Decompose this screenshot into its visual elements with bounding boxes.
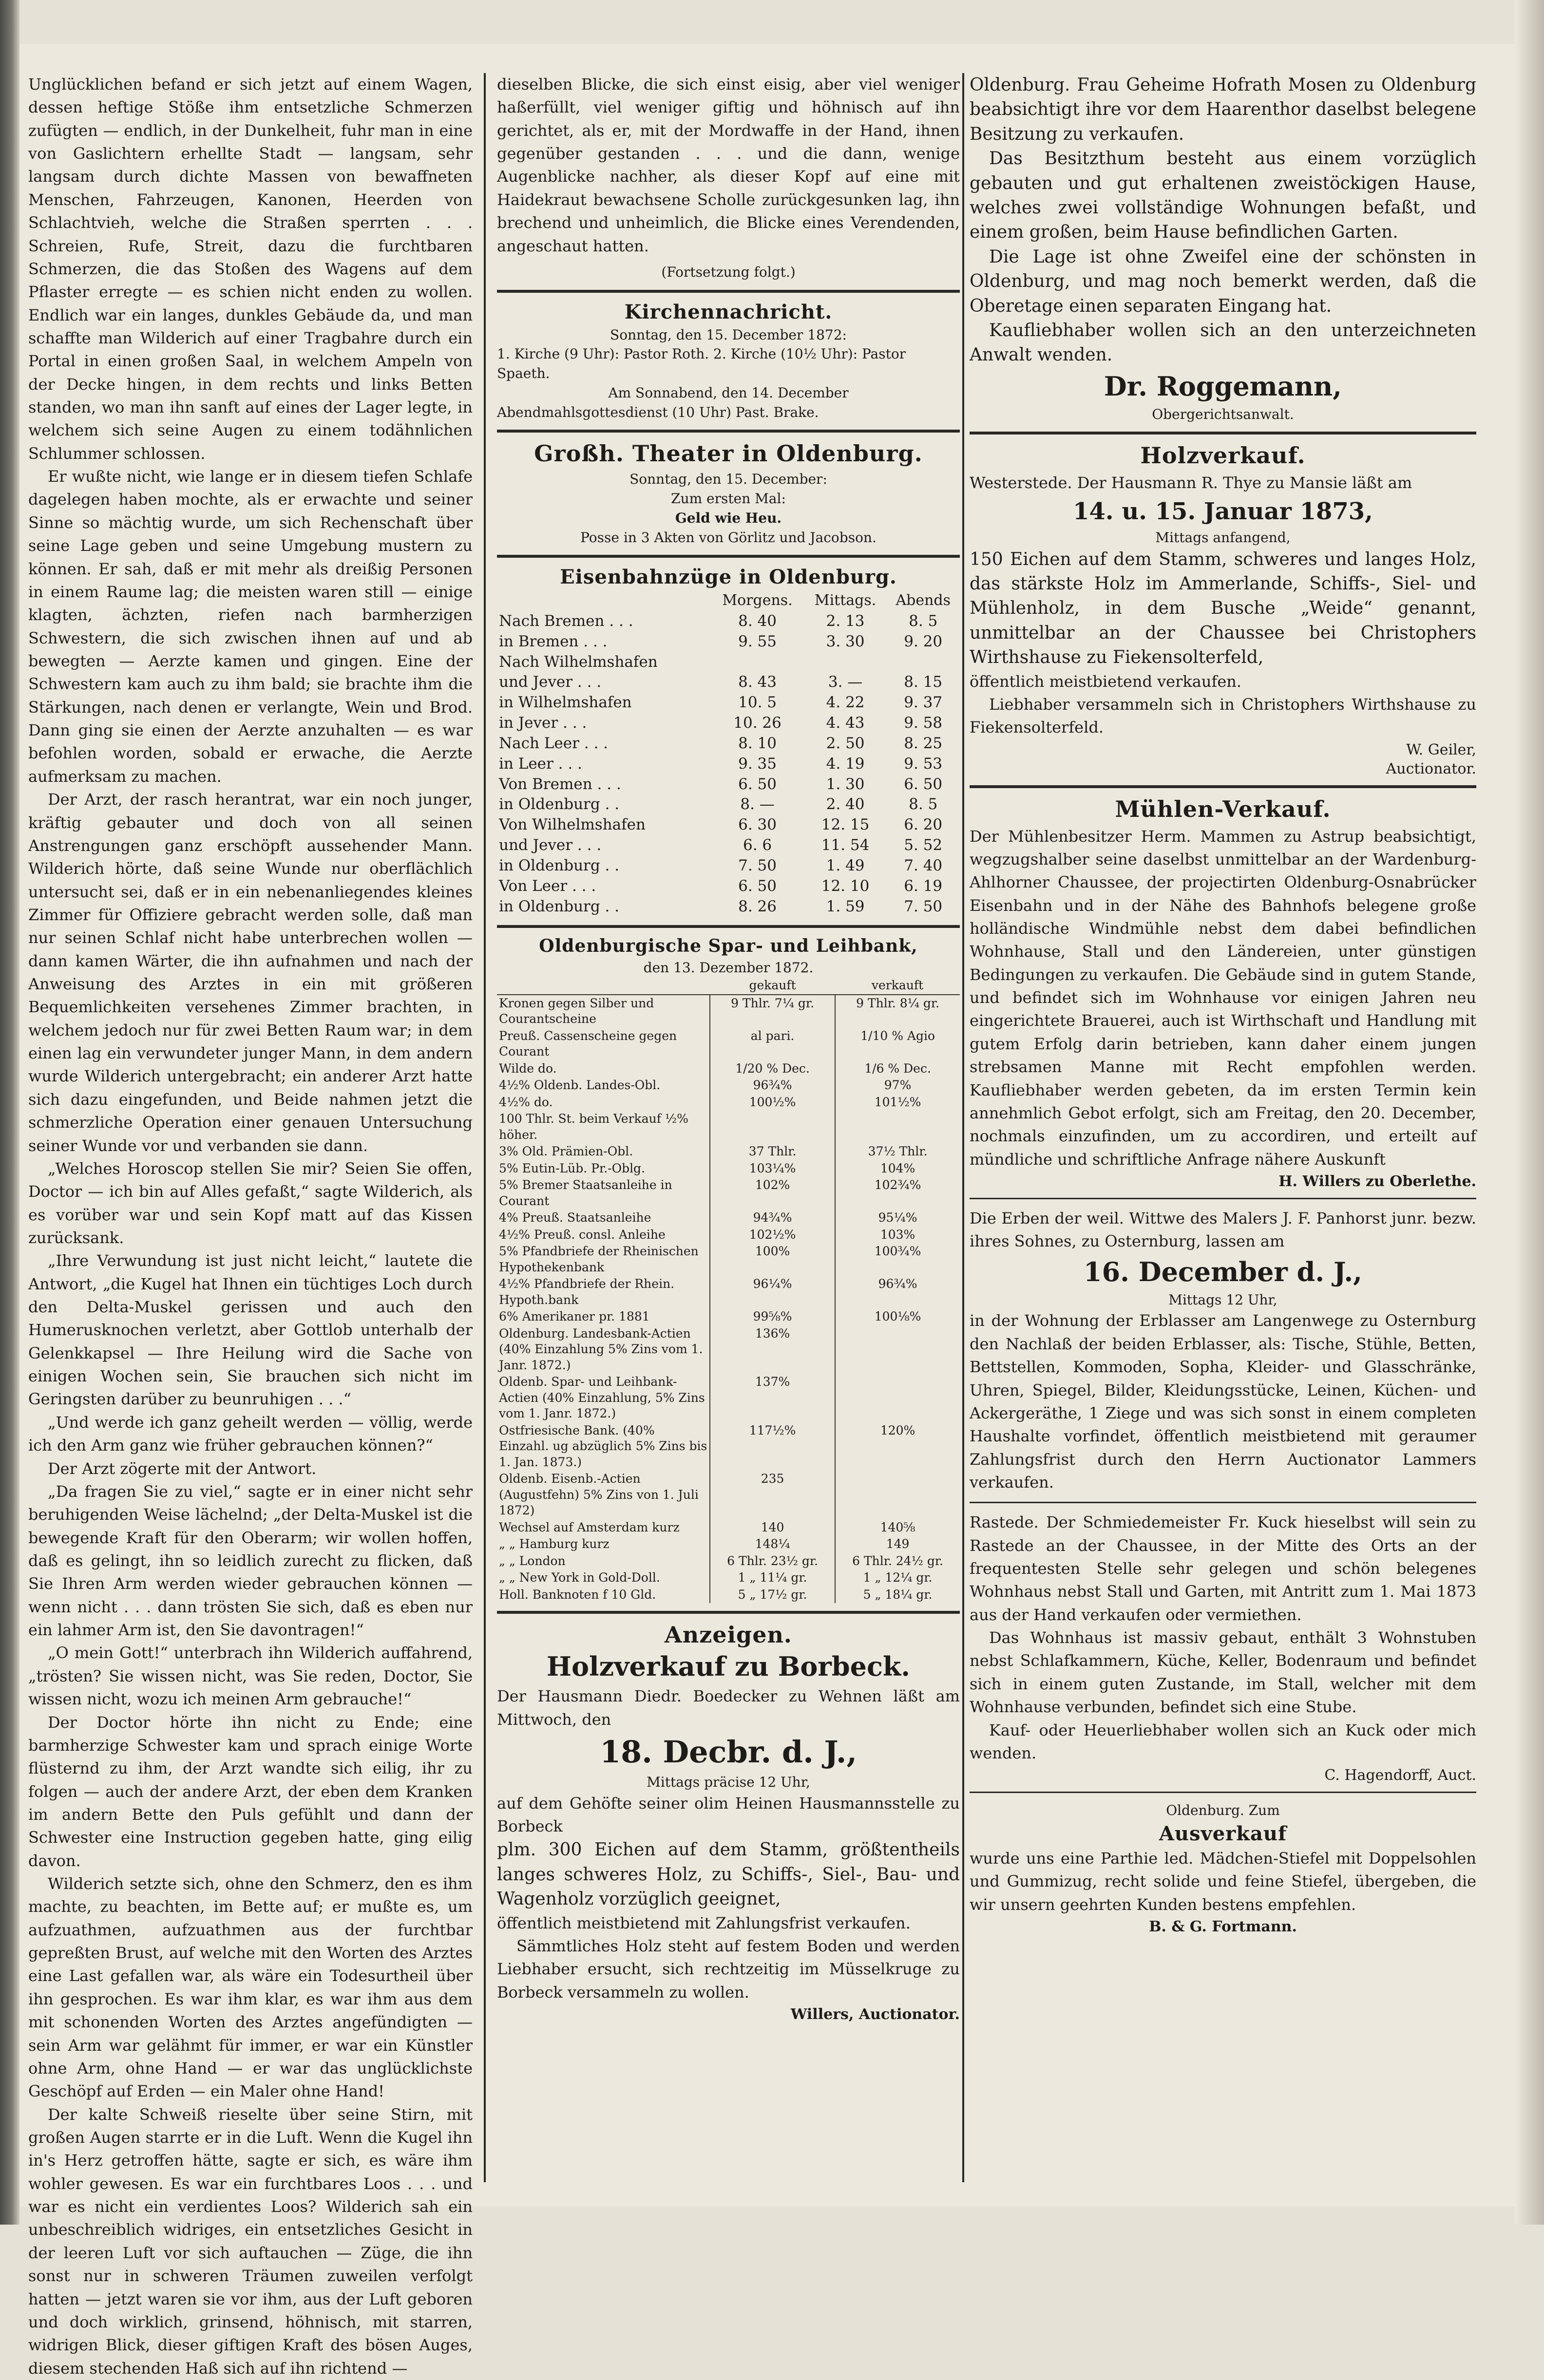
table-cell: 140 <box>710 1519 835 1536</box>
table-cell: 7. 50 <box>904 897 943 915</box>
theater-first: Zum ersten Mal: <box>671 491 786 507</box>
theater-desc: Posse in 3 Akten von Görlitz und Jacobson. <box>580 529 877 546</box>
property-lawyer-role: Obergerichtsanwalt. <box>1152 406 1294 422</box>
table-cell: Von Leer . . . <box>499 877 596 895</box>
table-cell: 2. 50 <box>826 734 865 752</box>
table-cell: 101½% <box>874 1095 921 1109</box>
table-cell: Nach Bremen . . . <box>499 612 633 630</box>
table-cell <box>710 1111 835 1143</box>
column-rule-1 <box>484 73 486 2182</box>
story-end: dieselben Blicke, die sich einst eisig, aber viel weniger haßerfüllt, viel weniger giftig und höhnisch auf ihn gerichtet, als er, mit der Mordwaffe in der Hand, ihnen gegenüber gestanden . . . und die dann, wenige Augenblicke nachher, als dieser Kopf auf eine mit Haidekraut bewachsene Scholle zurückgesunken lag, ihn brechend und unheimlich, die Blicke eines Verendenden, angeschaut hatten. <box>497 75 960 255</box>
story-paragraph: „Welches Horoscop stellen Sie mir? Seien Sie offen, Doctor — ich bin auf Alles gefaßt,“ sagte Wilderich, als es vorüber war und sein Kopf matt auf das Kissen zurücksank. <box>28 1159 473 1247</box>
table-cell: 4½% do. <box>497 1094 710 1111</box>
table-header: Mittags. <box>814 592 877 609</box>
table-cell: 9 Thlr. 8¼ gr. <box>856 996 940 1010</box>
table-cell: 100 Thlr. St. beim Verkauf ½% höher. <box>497 1111 710 1143</box>
table-cell <box>835 1325 960 1374</box>
table-row <box>497 995 960 1028</box>
table-cell: in Oldenburg . . <box>499 795 620 813</box>
story-paragraph: Der Doctor hörte ihn nicht zu Ende; eine barmherzige Schwester kam und sprach einige Worte flüsternd zu ihm, der Arzt wandte sich eilig, ihr zu folgen — auch der andere Arzt, der eben dem Kranken im andern Bette den Puls gefühlt und dann der Schwester eine Instruction gegeben hatte, ging eilig davon. <box>28 1713 473 1870</box>
table-cell: 96¾% <box>710 1077 835 1094</box>
table-row <box>497 1519 960 1536</box>
church-line: Am Sonnabend, den 14. December <box>608 384 849 401</box>
holz-ad-sign: Willers, Auctionator. <box>790 2006 960 2023</box>
table-cell <box>835 1471 960 1519</box>
scan-edge-left <box>0 0 19 2225</box>
table-row <box>497 734 960 754</box>
bank-title: Oldenburgische Spar- und Leihbank, <box>539 935 918 956</box>
table-cell: 94¾% <box>710 1209 835 1227</box>
church-notice <box>497 301 960 422</box>
ausverkauf-ad <box>970 1801 1476 1935</box>
table-cell: in Bremen . . . <box>499 632 608 650</box>
column-ads <box>970 73 1476 2202</box>
story-paragraph: Wilderich setzte sich, ohne den Schmerz, den es ihm machte, zu beachten, im Bette auf; er mußte es, um aufzuathmen, aufzuathmen aus der furchtbar gepreßten Brust, auf welche mit den Worten des Arztes eine Last gefallen war, als wäre ein Todesurtheil über ihn gesprochen. Es war ihm klar, es war ihm aus dem mit schonenden Worten des Arztes angefündigten — sein Arm war gelähmt für immer, er war ein Künstler ohne Arm, ohne Hand — er war das unglücklichste Geschöpf auf Erden — ein Maler ohne Hand! <box>28 1874 473 2101</box>
divider <box>497 290 960 293</box>
divider <box>497 925 960 928</box>
muehle-title: Mühlen-Verkauf. <box>1115 795 1331 822</box>
holz-ad-westerstede <box>970 442 1476 777</box>
table-cell: 8. 26 <box>738 897 777 915</box>
table-row <box>497 1111 960 1143</box>
table-cell: 8. 5 <box>909 612 938 630</box>
table-cell: 100⅛% <box>874 1309 921 1324</box>
column-story <box>28 73 473 2378</box>
table-header: verkauft <box>835 977 960 995</box>
holz-ad-borbeck <box>497 1622 960 2023</box>
table-row <box>497 713 960 734</box>
table-cell: 9 Thlr. 7¼ gr. <box>710 995 835 1028</box>
property-paragraph: Die Lage ist ohne Zweifel eine der schönsten in Oldenburg, und mag noch bemerkt werden, daß die Oberetage einen separaten Eingang hat. <box>970 246 1476 316</box>
bank-date: den 13. Dezember 1872. <box>643 959 814 976</box>
table-cell <box>835 1111 960 1143</box>
table-cell <box>710 652 804 673</box>
table-cell: 4. 22 <box>826 694 865 712</box>
table-cell: Von Wilhelmshafen <box>499 816 646 834</box>
table-header <box>497 590 710 611</box>
table-row <box>497 876 960 897</box>
table-cell: 7. 50 <box>738 857 777 874</box>
ausverkauf-sign: B. & G. Fortmann. <box>1149 1918 1297 1936</box>
holz-ad-line: Sämmtliches Holz steht auf festem Boden und werden Liebhaber ersucht, sich rechtzeitig im Müsselkruge zu Borbeck versammeln zu wollen. <box>497 1937 960 2002</box>
table-cell: Kronen gegen Silber und Courantscheine <box>497 995 710 1028</box>
church-line: 1. Kirche (9 Uhr): Pastor Roth. 2. Kirche (10½ Uhr): Pastor Spaeth. <box>497 346 906 382</box>
table-cell: 7. 40 <box>904 857 943 874</box>
table-cell <box>886 652 960 673</box>
holz2-sign: W. Geiler, <box>1406 741 1476 758</box>
holz2-line: öffentlich meistbietend verkaufen. <box>970 672 1242 691</box>
table-header-row <box>497 590 960 611</box>
table-cell: 8. 5 <box>909 795 938 813</box>
table-cell: und Jever . . . <box>499 836 602 854</box>
story-paragraph: Der Arzt zögerte mit der Antwort. <box>48 1459 317 1478</box>
table-cell: 97% <box>884 1078 912 1093</box>
table-cell: 4. 43 <box>826 714 865 732</box>
table-cell: Wilde do. <box>497 1060 710 1077</box>
table-cell: 102% <box>710 1177 835 1209</box>
muehle-sign: H. Willers zu Oberlethe. <box>1278 1172 1476 1190</box>
table-cell: 12. 15 <box>821 816 870 834</box>
table-cell: 10. 5 <box>738 694 777 712</box>
theater-date: Sonntag, den 15. December: <box>629 471 827 488</box>
table-cell: 4½% Preuß. consl. Anleihe <box>497 1227 710 1244</box>
table-cell: 4% Preuß. Staatsanleihe <box>497 1209 710 1227</box>
table-cell: 5% Pfandbriefe der Rheinischen Hypothekenbank <box>497 1243 710 1276</box>
table-cell: 103¼% <box>710 1160 835 1177</box>
table-cell: 8. 15 <box>904 673 943 691</box>
table-row <box>497 856 960 876</box>
table-cell: 6. 6 <box>743 836 772 854</box>
table-cell: Oldenb. Eisenb.-Actien (Augustfehn) 5% Zins von 1. Juli 1872) <box>497 1471 710 1519</box>
table-cell: Nach Leer . . . <box>499 734 609 752</box>
ausverkauf-line: Oldenburg. Zum <box>1166 1802 1280 1819</box>
table-cell: 8. — <box>740 795 775 813</box>
table-row <box>497 652 960 673</box>
table-cell: 136% <box>710 1325 835 1374</box>
table-cell: 140⅝ <box>880 1520 915 1534</box>
holz-ad-time: Mittags präcise 12 Uhr, <box>647 1774 810 1790</box>
table-row <box>497 1325 960 1374</box>
theater-notice <box>497 440 960 547</box>
table-cell: 4. 19 <box>826 755 865 773</box>
divider <box>497 1611 960 1614</box>
table-row <box>497 1243 960 1276</box>
continued-note: (Fortsetzung folgt.) <box>661 264 796 280</box>
table-cell: 2. 13 <box>826 612 865 630</box>
ausverkauf-title: Ausverkauf <box>1159 1822 1287 1846</box>
holz2-title: Holzverkauf. <box>1140 442 1306 469</box>
table-cell: 1/6 % Dec. <box>864 1061 931 1076</box>
table-row <box>497 754 960 774</box>
table-header <box>497 977 710 995</box>
table-cell: 6. 19 <box>904 877 943 895</box>
ausverkauf-text: wurde uns eine Parthie led. Mädchen-Stiefel mit Doppelsohlen und Gummizug, recht solide und feine Stiefel, übergeben, die wir unsern geehrten Kunden bestens empfehlen. <box>970 1849 1476 1914</box>
table-row <box>497 1276 960 1308</box>
table-row <box>497 897 960 917</box>
table-cell: 5 „ 18¼ gr. <box>863 1587 933 1602</box>
table-cell: 1 „ 12¼ gr. <box>863 1570 933 1585</box>
table-cell: 8. 43 <box>738 673 777 691</box>
table-cell: 5% Bremer Staatsanleihe in Courant <box>497 1177 710 1209</box>
church-line: Abendmahlsgottesdienst (10 Uhr) Past. Brake. <box>497 404 819 420</box>
table-row <box>497 1374 960 1422</box>
table-cell: Von Bremen . . . <box>499 775 621 793</box>
table-cell: 1. 30 <box>826 775 865 793</box>
table-cell: 4½% Pfandbriefe der Rhein. Hypoth.bank <box>497 1276 710 1308</box>
holz2-time: Mittags anfangend, <box>1155 529 1291 546</box>
rastede-paragraph: Rastede. Der Schmiedemeister Fr. Kuck hieselbst will sein zu Rastede an der Chaussee, in der Mitte des Orts an der frequentesten Stelle sehr gelegen und schön belegenes Wohnhaus nebst Stall und Garten, mit Antritt zum 1. Mai 1873 aus der Hand verkaufen oder vermiethen. <box>970 1513 1476 1624</box>
table-cell: 4½% Oldenb. Landes-Obl. <box>497 1077 710 1094</box>
table-cell: 6 Thlr. 24½ gr. <box>852 1553 943 1568</box>
table-cell: in Leer . . . <box>499 755 582 773</box>
holz-ad-line: auf dem Gehöfte seiner olim Heinen Hausmannsstelle zu Borbeck <box>497 1794 960 1836</box>
holz-ad-line: Der Hausmann Diedr. Boedecker zu Wehnen läßt am Mittwoch, den <box>497 1687 960 1729</box>
table-cell: in Oldenburg . . <box>499 897 620 915</box>
train-title: Eisenbahnzüge in Oldenburg. <box>560 566 897 589</box>
table-row <box>497 1308 960 1325</box>
table-cell: 1 „ 11¼ gr. <box>710 1569 835 1587</box>
table-cell: 3. — <box>828 673 863 691</box>
nachlass-ad <box>970 1207 1476 1494</box>
column-notices <box>497 73 960 2202</box>
table-cell: 9. 37 <box>904 694 943 712</box>
story-paragraph: Der kalte Schweiß rieselte über seine Stirn, mit großen Augen starrte er in die Luft. Wenn die Kugel ihn in's Herz getroffen hätte, sagte er sich, es wäre ihm wohler gewesen. Es war ein furchtbares Loos . . . und war es nicht ein verdientes Loos? Wilderich sah ein unbeschreiblich widriges, ein entsetzliches Gesicht in der leeren Luft vor sich auftauchen — Züge, die ihn sonst nur in schweren Träumen zuweilen verfolgt hatten — jetzt waren sie vor ihm, aus der Luft geboren und doch wirklich, grinsend, höhnisch, mit starren, widrigen Blick, dieser giftigen Kraft des bösen Auges, diesem stechenden Haß sich auf ihn richtend — <box>28 2105 473 2378</box>
table-row <box>497 1471 960 1519</box>
table-row <box>497 815 960 835</box>
table-cell: 103% <box>880 1227 915 1242</box>
story-paragraph: „O mein Gott!“ unterbrach ihn Wilderich auffahrend, „trösten? Sie wissen nicht, was Sie reden, Doctor, Sie wissen nicht, wozu ich meinen Arm gebrauche!“ <box>28 1643 473 1709</box>
church-title: Kirchennachricht. <box>624 300 833 323</box>
table-cell: 10. 26 <box>733 714 782 732</box>
table-row <box>497 835 960 856</box>
table-cell: 12. 10 <box>821 877 870 895</box>
column-rule-2 <box>962 73 964 2182</box>
table-cell: in Wilhelmshafen <box>499 694 632 712</box>
table-cell: 6 Thlr. 23½ gr. <box>710 1553 835 1570</box>
holz-ad-line: öffentlich meistbietend mit Zahlungsfrist verkaufen. <box>497 1913 911 1932</box>
rastede-ad <box>970 1511 1476 1784</box>
table-cell: 8. 10 <box>738 734 777 752</box>
table-cell: Preuß. Cassenscheine gegen Courant <box>497 1028 710 1060</box>
divider <box>970 1792 1476 1793</box>
table-cell: Holl. Banknoten f 10 Gld. <box>497 1587 710 1604</box>
divider <box>970 1502 1476 1503</box>
table-header-row <box>497 977 960 995</box>
table-cell: 5% Eutin-Lüb. Pr.-Oblg. <box>497 1160 710 1177</box>
divider <box>497 555 960 558</box>
table-cell: Oldenb. Spar- und Leihbank-Actien (40% Einzahlung, 5% Zins vom 1. Janr. 1872.) <box>497 1374 710 1422</box>
holz-ad-date: 18. Decbr. d. J., <box>599 1734 858 1770</box>
property-lawyer-name: Dr. Roggemann, <box>1104 370 1342 402</box>
table-row <box>497 1028 960 1060</box>
holz2-date: 14. u. 15. Januar 1873, <box>1073 497 1373 525</box>
table-cell: 117½% <box>710 1422 835 1471</box>
table-cell: 6. 50 <box>738 877 777 895</box>
oldenburg-property-ad <box>970 73 1476 424</box>
table-cell: 3. 30 <box>826 632 865 650</box>
table-cell: Ostfriesische Bank. (40% Einzahl. ug abzüglich 5% Zins bis 1. Jan. 1873.) <box>497 1422 710 1471</box>
table-cell: 104% <box>880 1161 915 1175</box>
property-paragraph: Das Besitzthum besteht aus einem vorzüglich gebauten und gut erhaltenen zweistöckigen Hause, welches zwei vollständige Wohnungen befaßt, und einem großen, beim Hause befindlichen Garten. <box>970 149 1476 243</box>
table-cell: 102½% <box>710 1227 835 1244</box>
table-cell: 2. 40 <box>826 795 865 813</box>
table-cell: 96¾% <box>878 1277 917 1291</box>
table-cell: 6% Amerikaner pr. 1881 <box>497 1308 710 1325</box>
rastede-paragraph: Das Wohnhaus ist massiv gebaut, enthält 3 Wohnstuben nebst Schlafkammern, Küche, Keller, Bodenraum und befindet sich in einem guten Zustande, im Stall, welcher mit dem Wohnhause verbunden, befindet sich eine Stube. <box>970 1628 1476 1717</box>
table-cell: 37½ Thlr. <box>868 1144 928 1159</box>
table-cell: 96¼% <box>710 1276 835 1308</box>
table-cell: 9. 58 <box>904 714 943 732</box>
rastede-paragraph: Kauf- oder Heuerliebhaber wollen sich an Kuck oder mich wenden. <box>970 1720 1476 1762</box>
divider <box>497 430 960 433</box>
table-cell: Oldenburg. Landesbank-Actien (40% Einzahlung 5% Zins vom 1. Janr. 1872.) <box>497 1325 710 1374</box>
muehlen-ad <box>970 796 1476 1190</box>
holz2-line: Westerstede. Der Hausmann R. Thye zu Mansie läßt am <box>970 473 1412 492</box>
train-timetable <box>497 566 960 917</box>
table-cell: 137% <box>710 1374 835 1422</box>
table-row <box>497 1422 960 1471</box>
story-paragraph: „Ihre Verwundung ist just nicht leicht,“ lautete die Antwort, „die Kugel hat Ihnen ein tüchtiges Loch durch den Delta-Muskel gerissen und auch den Humerusknochen verletzt, aber Gottlob unterhalb der Gelenkkapsel — Ihre Heilung wird die Sache von einigen Wochen sein, Sie brauchen sich nicht im Geringsten darüber zu beunruhigen . . .“ <box>28 1251 473 1409</box>
table-cell: 8. 40 <box>738 612 777 630</box>
table-row <box>497 632 960 652</box>
divider <box>970 1198 1476 1199</box>
theater-title: Großh. Theater in Oldenburg. <box>534 440 923 467</box>
table-cell: 5. 52 <box>904 836 943 854</box>
nachlass-date: 16. December d. J., <box>1084 1256 1362 1287</box>
table-row <box>497 1077 960 1094</box>
story-paragraph: Er wußte nicht, wie lange er in diesem tiefen Schlafe dagelegen haben mochte, als er erwachte und seiner Sinne so mächtig wurde, um sich Rechenschaft über seine Lage geben und seine Umgebung mustern zu können. Er sah, daß er mit mehr als dreißig Personen in einem Raume lag; die meisten waren still — einige klagten, ächzten, riefen nach barmherzigen Schwestern, die sich zwischen ihnen auf und ab bewegten — Aerzte kamen und gingen. Eine der Schwestern kam auch zu ihm bald; sie brachte ihm die Stärkungen, nach denen er verlangte, Wein und Brod. Dann ging sie einen der Aerzte anzuhalten — es war befohlen worden, sobald er erwache, die Aerzte aufmerksam zu machen. <box>28 467 473 786</box>
table-cell: 9. 55 <box>738 632 777 650</box>
table-row <box>497 1227 960 1244</box>
table-cell: al pari. <box>710 1028 835 1060</box>
story-paragraph: Der Arzt, der rasch herantrat, war ein noch junger, kräftig gebauter und doch von all seinen Anstrengungen ganz erschöpft aussehender Mann. Wilderich hörte, daß seine Wunde nur oberflächlich untersucht sei, daß er in ein nebenanliegendes kleines Zimmer für Offiziere gebracht werden solle, daß man nur seinen Schlaf nicht habe unterbrechen wollen — dann kamen Wärter, die ihn aufnahmen und nach der Anweisung des Arztes in ein mit größeren Bequemlichkeiten versehenes Zimmer brachten, in welchem jedoch nur für zwei Betten Raum war; in dem einen lag ein verwundeter junger Mann, in dem andern wurde Wilderich untergebracht; ein anderer Arzt hatte sich dazu eingefunden, und Beide nahmen jetzt die schmerzliche Operation einer genauen Untersuchung seiner Wunde vor und verbanden sie dann. <box>28 790 473 1155</box>
holz2-line: Liebhaber versammeln sich in Christophers Wirthshause zu Fiekensolterfeld. <box>970 695 1476 737</box>
nachlass-intro: Die Erben der weil. Wittwe des Malers J. F. Panhorst junr. bezw. ihres Sohnes, zu Osternburg, lassen am <box>970 1209 1476 1251</box>
table-header: Morgens. <box>722 592 793 609</box>
table-row <box>497 1060 960 1077</box>
divider <box>970 432 1476 434</box>
table-row <box>497 1209 960 1227</box>
table-row <box>497 1553 960 1570</box>
property-paragraph: Kaufliebhaber wollen sich an den unterzeichneten Anwalt wenden. <box>970 320 1476 365</box>
table-row <box>497 1569 960 1587</box>
table-cell: 9. 35 <box>738 755 777 773</box>
holz-ad-title: Holzverkauf zu Borbeck. <box>546 1651 911 1682</box>
table-row <box>497 1143 960 1160</box>
table-header: gekauft <box>710 977 835 995</box>
nachlass-text: in der Wohnung der Erblasser am Langenwege zu Osternburg den Nachlaß der beiden Erblasser, als: Tische, Stühle, Betten, Bettstellen, Kommoden, Sopha, Kleider- und Glasschränke, Uhren, Spiegel, Bilder, Kleidungsstücke, Leinen, Küchen- und Ackergeräthe, 1 Ziege und was sich sonst in einem completen Haushalte vorfindet, öffentlich meistbietend mit geraumer Zahlungsfrist durch den Herrn Auctionator Lammers verkaufen. <box>970 1311 1476 1492</box>
table-cell: 102¾% <box>874 1178 921 1192</box>
table-cell: Wechsel auf Amsterdam kurz <box>497 1519 710 1536</box>
table-row <box>497 611 960 632</box>
table-cell: 1. 59 <box>826 897 865 915</box>
holz2-sign: Auctionator. <box>1386 760 1476 777</box>
theater-play: Geld wie Heu. <box>675 510 782 526</box>
story-paragraph: „Da fragen Sie zu viel,“ sagte er in einer nicht sehr beruhigenden Weise lächelnd; „der Delta-Muskel ist die bewegende Kraft für den Oberarm; wir wollen hoffen, daß es gelingt, ihn so leidlich zurecht zu flicken, daß Sie Ihren Arm werden wieder gebrauchen können — wenn nicht . . . dann trösten Sie sich, daß es eben nur ein lahmer Arm ist, den Sie davontragen!“ <box>28 1482 473 1640</box>
table-row <box>497 794 960 815</box>
holz-ad-lead: plm. 300 Eichen auf dem Stamm, größtentheils langes schweres Holz, zu Schiffs-, Siel-, Bau- und Wagenholz vorzüglich geeignet, <box>497 1840 960 1909</box>
table-cell: „ „ New York in Gold-Doll. <box>497 1569 710 1587</box>
bank-rates <box>497 936 960 1604</box>
table-row <box>497 672 960 693</box>
muehle-text: Der Mühlenbesitzer Herm. Mammen zu Astrup beabsichtigt, wegzugshalber seine daselbst unmittelbar an der Wardenburg-Ahlhorner Chaussee, der projectirten Oldenburg-Osnabrücker Eisenbahn und in der Nähe des Bahnhofs belegene große holländische Windmühle nebst dem dabei befindlichen Wohnhause, Stall und den Ländereien, unter günstigen Bedingungen zu verkaufen. Die Gebäude sind in gutem Stande, und befindet sich im Wohnhause vor einigen Jahren neu eingerichtete Brauerei, auch ist Wirthschaft und Handlung mit gutem Erfolg darin betrieben, kann daher einem jungen strebsamen Manne mit Recht empfohlen werden. Kaufliebhaber werden gebeten, da im ersten Termin kein annehmlich Gebot erfolgt, sich am Freitag, den 20. December, nochmals einzufinden, um zu accordiren, und erteilt auf mündliche und schriftliche Anfrage nähere Auskunft <box>970 827 1476 1169</box>
table-cell: Nach Wilhelmshafen <box>499 653 658 671</box>
table-cell: 235 <box>710 1471 835 1519</box>
table-cell: 1. 49 <box>826 857 865 874</box>
holz2-lead: 150 Eichen auf dem Stamm, schweres und langes Holz, das stärkste Holz im Ammerlande, Schiffs-, Siel- und Mühlenholz, in dem Busche „Weide“ genannt, unmittelbar an der Chaussee bei Christophers Wirthshause zu Fiekensolterfeld, <box>970 549 1476 668</box>
table-row <box>497 1177 960 1209</box>
table-row <box>497 1536 960 1553</box>
table-cell: 5 „ 17½ gr. <box>710 1587 835 1604</box>
table-header: Abends <box>896 592 951 609</box>
table-cell: 8. 25 <box>904 734 943 752</box>
table-cell: in Jever . . . <box>499 714 587 732</box>
ads-title: Anzeigen. <box>665 1622 792 1648</box>
table-cell: „ „ Hamburg kurz <box>497 1536 710 1553</box>
table-cell: 3% Old. Prämien-Obl. <box>497 1143 710 1160</box>
table-cell <box>804 652 887 673</box>
table-cell: 120% <box>880 1423 915 1437</box>
table-cell: und Jever . . . <box>499 673 602 691</box>
table-cell: 37 Thlr. <box>710 1143 835 1160</box>
table-row <box>497 1160 960 1177</box>
table-cell: 6. 50 <box>738 775 777 793</box>
table-row <box>497 774 960 795</box>
church-line: Sonntag, den 15. December 1872: <box>610 326 847 343</box>
table-cell: 6. 50 <box>904 775 943 793</box>
table-cell: „ „ London <box>497 1553 710 1570</box>
table-cell: 9. 20 <box>904 632 943 650</box>
table-cell <box>835 1374 960 1422</box>
table-cell: 100¾% <box>874 1244 921 1259</box>
table-row <box>497 693 960 713</box>
table-cell: 6. 20 <box>904 816 943 834</box>
property-lead: Oldenburg. Frau Geheime Hofrath Mosen zu Oldenburg beabsichtigt ihre vor dem Haarenthor daselbst belegene Besitzung zu verkaufen. <box>970 75 1476 144</box>
rastede-sign: C. Hagendorff, Auct. <box>1324 1767 1476 1784</box>
table-row <box>497 1587 960 1604</box>
table-cell: 95¼% <box>878 1210 917 1225</box>
table-cell: 1/20 % Dec. <box>710 1060 835 1077</box>
table-cell: 1/10 % Agio <box>860 1028 935 1043</box>
table-cell: 99⅝% <box>710 1308 835 1325</box>
table-cell: 6. 30 <box>738 816 777 834</box>
train-table <box>497 590 960 917</box>
table-cell: 9. 53 <box>904 755 943 773</box>
story-paragraph: Unglücklichen befand er sich jetzt auf einem Wagen, dessen heftige Stöße ihm entsetzliche Schmerzen zufügten — endlich, in der Dunkelheit, fuhr man in eine von Gaslichtern erhellte Stadt — langsam, sehr langsam durch dichte Massen von bewaffneten Menschen, Fahrzeugen, Kanonen, Heerden von Schlachtvieh, welche die Straßen sperrten . . . Schreien, Rufe, Streit, dazu die furchtbaren Schmerzen, die das Stoßen des Wagens auf dem Pflaster erregte — es schien nicht enden zu wollen. Endlich war ein langes, dunkles Gebäude da, und man schaffte man Wilderich auf einer Tragbahre durch ein Portal in einen großen Saal, in welchem Ampeln von der Decke hingen, in dem rechts und links Betten standen, wo man ihn sanft auf eines der Lager legte, in welchem sich seine Augen zu einem todähnlichen Schlummer schlossen. <box>28 75 473 463</box>
table-cell: 148¼ <box>710 1536 835 1553</box>
bank-table <box>497 977 960 1603</box>
table-row <box>497 1094 960 1111</box>
table-cell: 149 <box>886 1537 910 1551</box>
nachlass-time: Mittags 12 Uhr, <box>1168 1291 1277 1308</box>
scan-edge-right <box>1515 0 1544 2225</box>
story-paragraph: „Und werde ich ganz geheilt werden — völlig, werde ich den Arm ganz wie früher gebrauchen können?“ <box>28 1413 473 1455</box>
table-cell: in Oldenburg . . <box>499 857 620 874</box>
table-cell: 100% <box>710 1243 835 1276</box>
table-cell: 11. 54 <box>821 836 870 854</box>
divider <box>970 785 1476 788</box>
table-cell: 100½% <box>710 1094 835 1111</box>
